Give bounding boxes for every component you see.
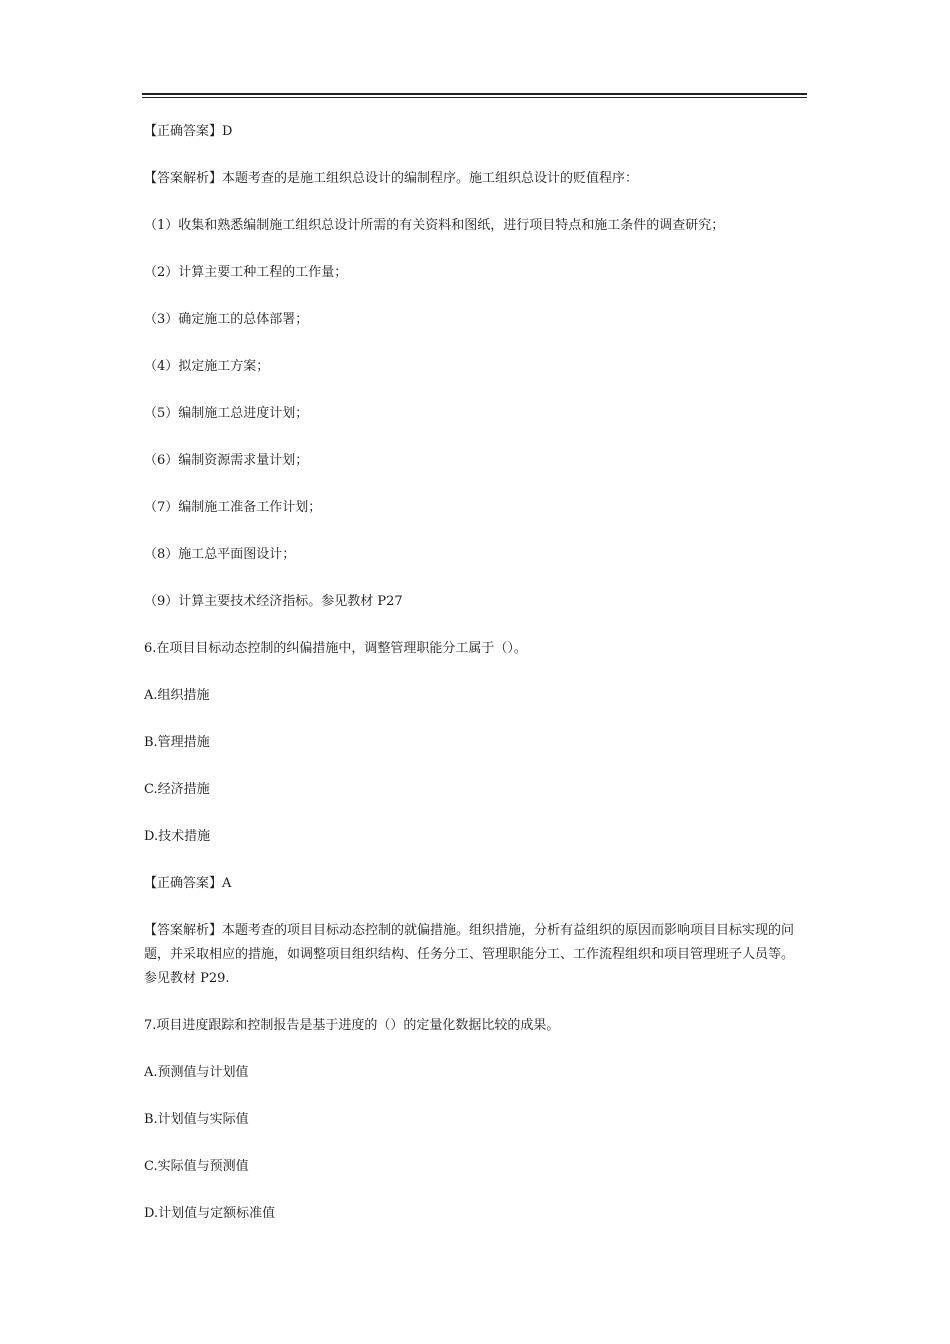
q6-option-a: A.组织措施	[144, 688, 210, 703]
step-9: （9）计算主要技术经济指标。参见教材 P27	[144, 594, 403, 609]
step-7: （7）编制施工准备工作计划；	[144, 500, 322, 515]
header-rule-thin	[142, 97, 807, 98]
step-3: （3）确定施工的总体部署；	[144, 312, 309, 327]
document-body	[144, 120, 806, 1249]
step-4: （4）拟定施工方案；	[144, 359, 270, 374]
q7-option-c: C.实际值与预测值	[144, 1159, 249, 1174]
question-6: 6.在项目目标动态控制的纠偏措施中，调整管理职能分工属于（）。	[144, 641, 527, 656]
step-1: （1）收集和熟悉编制施工组织总设计所需的有关资料和图纸，进行项目特点和施工条件的调查研究；	[144, 218, 725, 233]
header-rule	[142, 93, 807, 95]
analysis-q5: 【答案解析】本题考查的是施工组织总设计的编制程序。施工组织总设计的贬值程序：	[144, 171, 639, 186]
answer-label-q5: 【正确答案】D	[144, 124, 233, 139]
q6-option-c: C.经济措施	[144, 782, 210, 797]
q7-option-d: D.计划值与定额标准值	[144, 1206, 276, 1221]
step-6: （6）编制资源需求量计划；	[144, 453, 309, 468]
step-8: （8）施工总平面图设计；	[144, 547, 296, 562]
answer-label-q6: 【正确答案】A	[144, 876, 232, 891]
question-7: 7.项目进度跟踪和控制报告是基于进度的（）的定量化数据比较的成果。	[144, 1018, 560, 1033]
step-2: （2）计算主要工种工程的工作量；	[144, 265, 348, 280]
step-5: （5）编制施工总进度计划；	[144, 406, 309, 421]
q7-option-a: A.预测值与计划值	[144, 1065, 249, 1080]
q6-option-b: B.管理措施	[144, 735, 210, 750]
q7-option-b: B.计划值与实际值	[144, 1112, 249, 1127]
q6-option-d: D.技术措施	[144, 829, 211, 844]
analysis-q6: 【答案解析】本题考查的项目目标动态控制的就偏措施。组织措施，分析有益组织的原因而影响项目目标实现的问题，并采取相应的措施，如调整项目组织结构、任务分工、管理职能分工、工作流程组织和项目管理班子人员等。参见教材 P29.	[144, 923, 795, 986]
